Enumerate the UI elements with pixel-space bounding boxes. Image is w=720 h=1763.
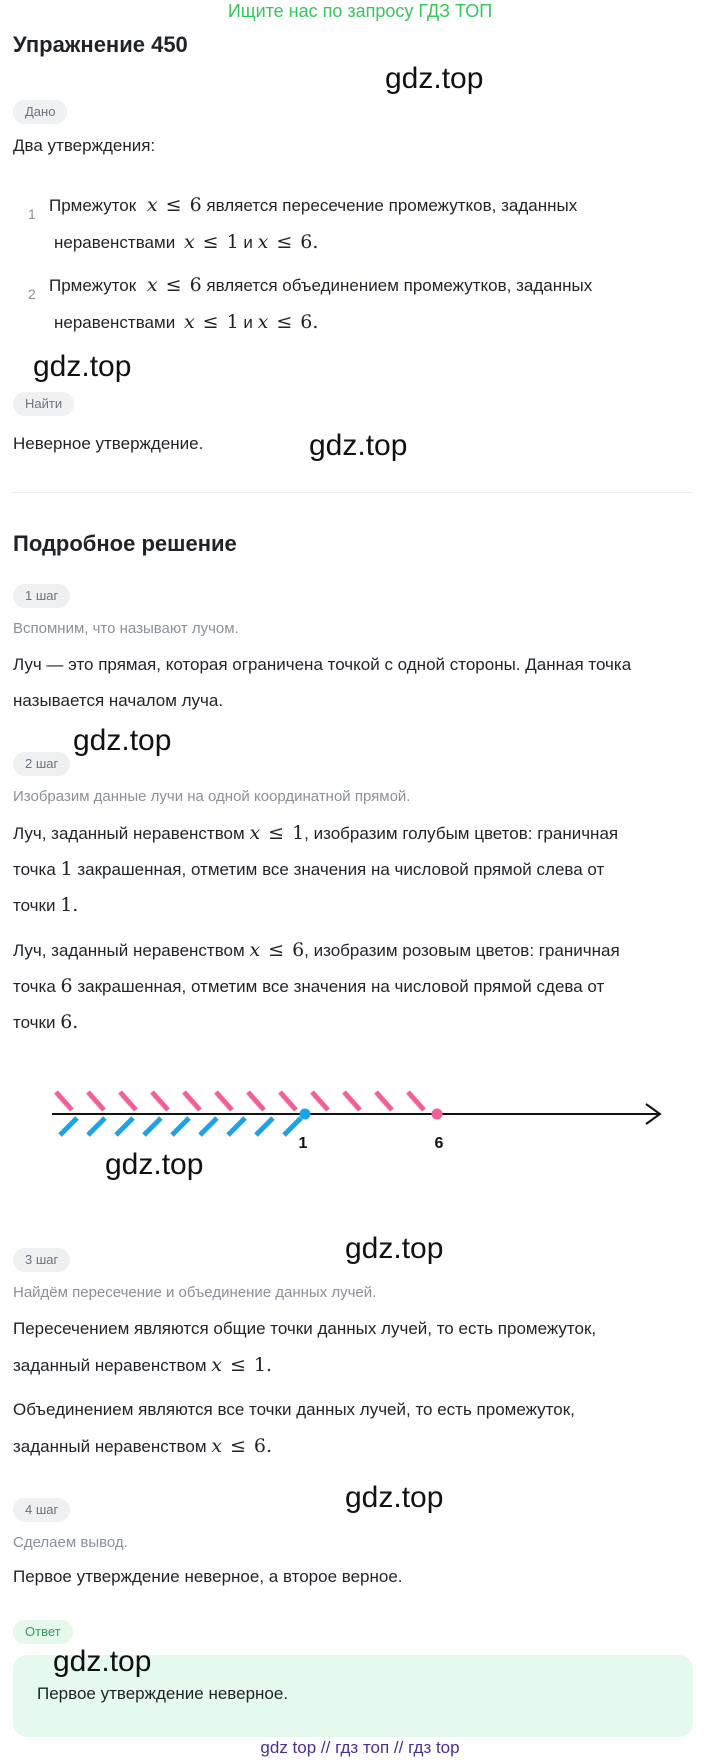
given-text: Два утверждения: — [13, 136, 156, 155]
math-x: x — [257, 231, 269, 253]
math-x: x — [183, 231, 195, 253]
step-hint: Вспомним, что называют лучом. — [13, 620, 239, 637]
answer-badge: Ответ — [13, 1620, 73, 1644]
pink-hatch-stroke — [344, 1092, 360, 1110]
watermark: gdz.top — [33, 350, 132, 383]
math-le: ≤ — [230, 1435, 246, 1457]
watermark: gdz.top — [345, 1232, 444, 1265]
blue-hatching — [60, 1118, 301, 1135]
pink-hatch-stroke — [184, 1092, 200, 1110]
step-text: Первое утверждение неверное, а второе верное. — [13, 1567, 403, 1586]
math-value: 6 — [292, 939, 305, 961]
step-text: Пересечением являются общие точки данных лучей, то есть промежуток, — [13, 1319, 597, 1338]
pink-hatch-stroke — [216, 1092, 232, 1110]
watermark: gdz.top — [105, 1148, 204, 1181]
math-value: 6 — [189, 194, 202, 216]
math-le: ≤ — [202, 231, 219, 253]
step-text: , изобразим розовым цветов: граничная — [304, 941, 620, 960]
math-le: ≤ — [276, 311, 293, 333]
watermark: gdz.top — [73, 724, 172, 757]
math-value: 6 — [60, 975, 73, 997]
pink-hatch-stroke — [408, 1092, 424, 1110]
label-point-6: 6 — [434, 1135, 444, 1152]
divider — [13, 492, 693, 493]
step-text: Луч, заданный неравенством — [13, 824, 245, 843]
math-value: 6 — [189, 274, 202, 296]
step-paragraph: точки 1. — [13, 894, 79, 916]
math-x: x — [146, 274, 158, 296]
step-hint: Изобразим данные лучи на одной координатной прямой. — [13, 788, 411, 805]
step-text: заданный неравенством — [13, 1356, 207, 1375]
step-badge: 4 шаг — [13, 1498, 70, 1522]
step-text: Луч, заданный неравенством — [13, 941, 245, 960]
step-paragraph — [13, 815, 618, 852]
math-le: ≤ — [268, 939, 285, 961]
math-le: ≤ — [268, 822, 285, 844]
blue-hatch-stroke — [144, 1118, 161, 1135]
math-x: x — [249, 939, 261, 961]
step-text: Объединением являются все точки данных лучей, то есть промежуток, — [13, 1400, 575, 1419]
step-badge: 2 шаг — [13, 752, 70, 776]
math-le: ≤ — [276, 231, 293, 253]
blue-hatch-stroke — [172, 1118, 189, 1135]
page-title: Упражнение 450 — [13, 32, 188, 57]
given-badge: Дано — [13, 100, 67, 124]
watermark: gdz.top — [385, 62, 484, 95]
math-value: 6 — [253, 1435, 267, 1457]
statement-text: неравенствами — [54, 313, 176, 332]
math-le: ≤ — [230, 1354, 246, 1376]
blue-hatch-stroke — [284, 1118, 301, 1135]
math-x: x — [183, 311, 195, 333]
blue-hatch-stroke — [200, 1118, 217, 1135]
math-x: x — [249, 822, 261, 844]
pink-hatch-stroke — [152, 1092, 168, 1110]
blue-hatch-stroke — [88, 1118, 105, 1135]
pink-hatch-stroke — [280, 1092, 296, 1110]
math-value: 1 — [253, 1354, 267, 1376]
label-point-1: 1 — [298, 1135, 308, 1152]
step-text: точка — [13, 860, 56, 879]
pink-hatch-stroke — [248, 1092, 264, 1110]
step-text: точки — [13, 1013, 56, 1032]
math-value: 6. — [300, 231, 319, 253]
math-value: 1 — [226, 311, 239, 333]
point-1 — [300, 1109, 311, 1120]
math-le: ≤ — [165, 274, 182, 296]
math-value: 1 — [292, 822, 305, 844]
find-badge: Найти — [13, 392, 74, 416]
blue-hatch-stroke — [116, 1118, 133, 1135]
statement-text: и — [243, 313, 253, 332]
math-value: 1 — [226, 231, 239, 253]
statement-text: является пересечение промежутков, заданных — [206, 196, 578, 215]
step-paragraph: заданный неравенством x ≤ 6. — [13, 1435, 273, 1457]
math-x: x — [211, 1354, 222, 1376]
footer-links[interactable]: gdz top // гдз топ // гдз top — [260, 1738, 460, 1757]
math-value: 6. — [300, 311, 319, 333]
answer-text: Первое утверждение неверное. — [37, 1684, 289, 1703]
blue-hatch-stroke — [60, 1118, 77, 1135]
step-text: точки — [13, 896, 56, 915]
statement-text: неравенствами — [54, 233, 176, 252]
statement-text: Прмежуток — [49, 276, 137, 295]
pink-hatch-stroke — [376, 1092, 392, 1110]
math-le: ≤ — [202, 311, 219, 333]
pink-hatch-stroke — [120, 1092, 136, 1110]
step-paragraph: точки 6. — [13, 1011, 79, 1033]
step-text: заданный неравенством — [13, 1437, 207, 1456]
step-text: Луч — это прямая, которая ограничена точкой с одной стороны. Данная точка — [13, 655, 632, 674]
watermark: gdz.top — [345, 1481, 444, 1514]
blue-hatch-stroke — [228, 1118, 245, 1135]
pink-hatch-stroke — [56, 1092, 72, 1110]
point-6 — [432, 1109, 443, 1120]
watermark: gdz.top — [309, 429, 408, 462]
math-value: 1 — [60, 894, 73, 916]
step-paragraph — [13, 851, 604, 888]
math-value: 6 — [60, 1011, 73, 1033]
pink-hatching — [56, 1092, 424, 1110]
step-hint: Сделаем вывод. — [13, 1534, 128, 1551]
watermark: gdz.top — [53, 1645, 152, 1678]
step-text: называется началом луча. — [13, 691, 224, 710]
step-text: закрашенная, отметим все значения на числовой прямой слева от — [77, 860, 605, 879]
math-value: 1 — [60, 858, 73, 880]
math-x: x — [146, 194, 158, 216]
statement-text: Прмежуток — [49, 196, 137, 215]
step-paragraph: заданный неравенством x ≤ 1. — [13, 1354, 273, 1376]
statement-number: 2 — [28, 286, 36, 302]
step-paragraph — [13, 968, 604, 1005]
pink-hatch-stroke — [88, 1092, 104, 1110]
step-badge: 1 шаг — [13, 584, 70, 608]
step-text: закрашенная, отметим все значения на числовой прямой сдева от — [77, 977, 605, 996]
top-banner: Ищите нас по запросу ГДЗ ТОП — [227, 1, 493, 21]
step-paragraph — [13, 932, 620, 969]
blue-hatch-stroke — [256, 1118, 273, 1135]
step-hint: Найдём пересечение и объединение данных лучей. — [13, 1284, 377, 1301]
statement-text: является объединением промежутков, заданных — [206, 276, 593, 295]
find-text: Неверное утверждение. — [13, 434, 204, 453]
step-badge: 3 шаг — [13, 1248, 70, 1272]
math-x: x — [257, 311, 269, 333]
solution-title: Подробное решение — [13, 531, 237, 556]
pink-hatch-stroke — [312, 1092, 328, 1110]
step-text: точка — [13, 977, 56, 996]
step-text: , изобразим голубым цветов: граничная — [304, 824, 619, 843]
math-x: x — [211, 1435, 222, 1457]
statement-number: 1 — [28, 206, 36, 222]
statement-text: и — [243, 233, 253, 252]
math-le: ≤ — [165, 194, 182, 216]
